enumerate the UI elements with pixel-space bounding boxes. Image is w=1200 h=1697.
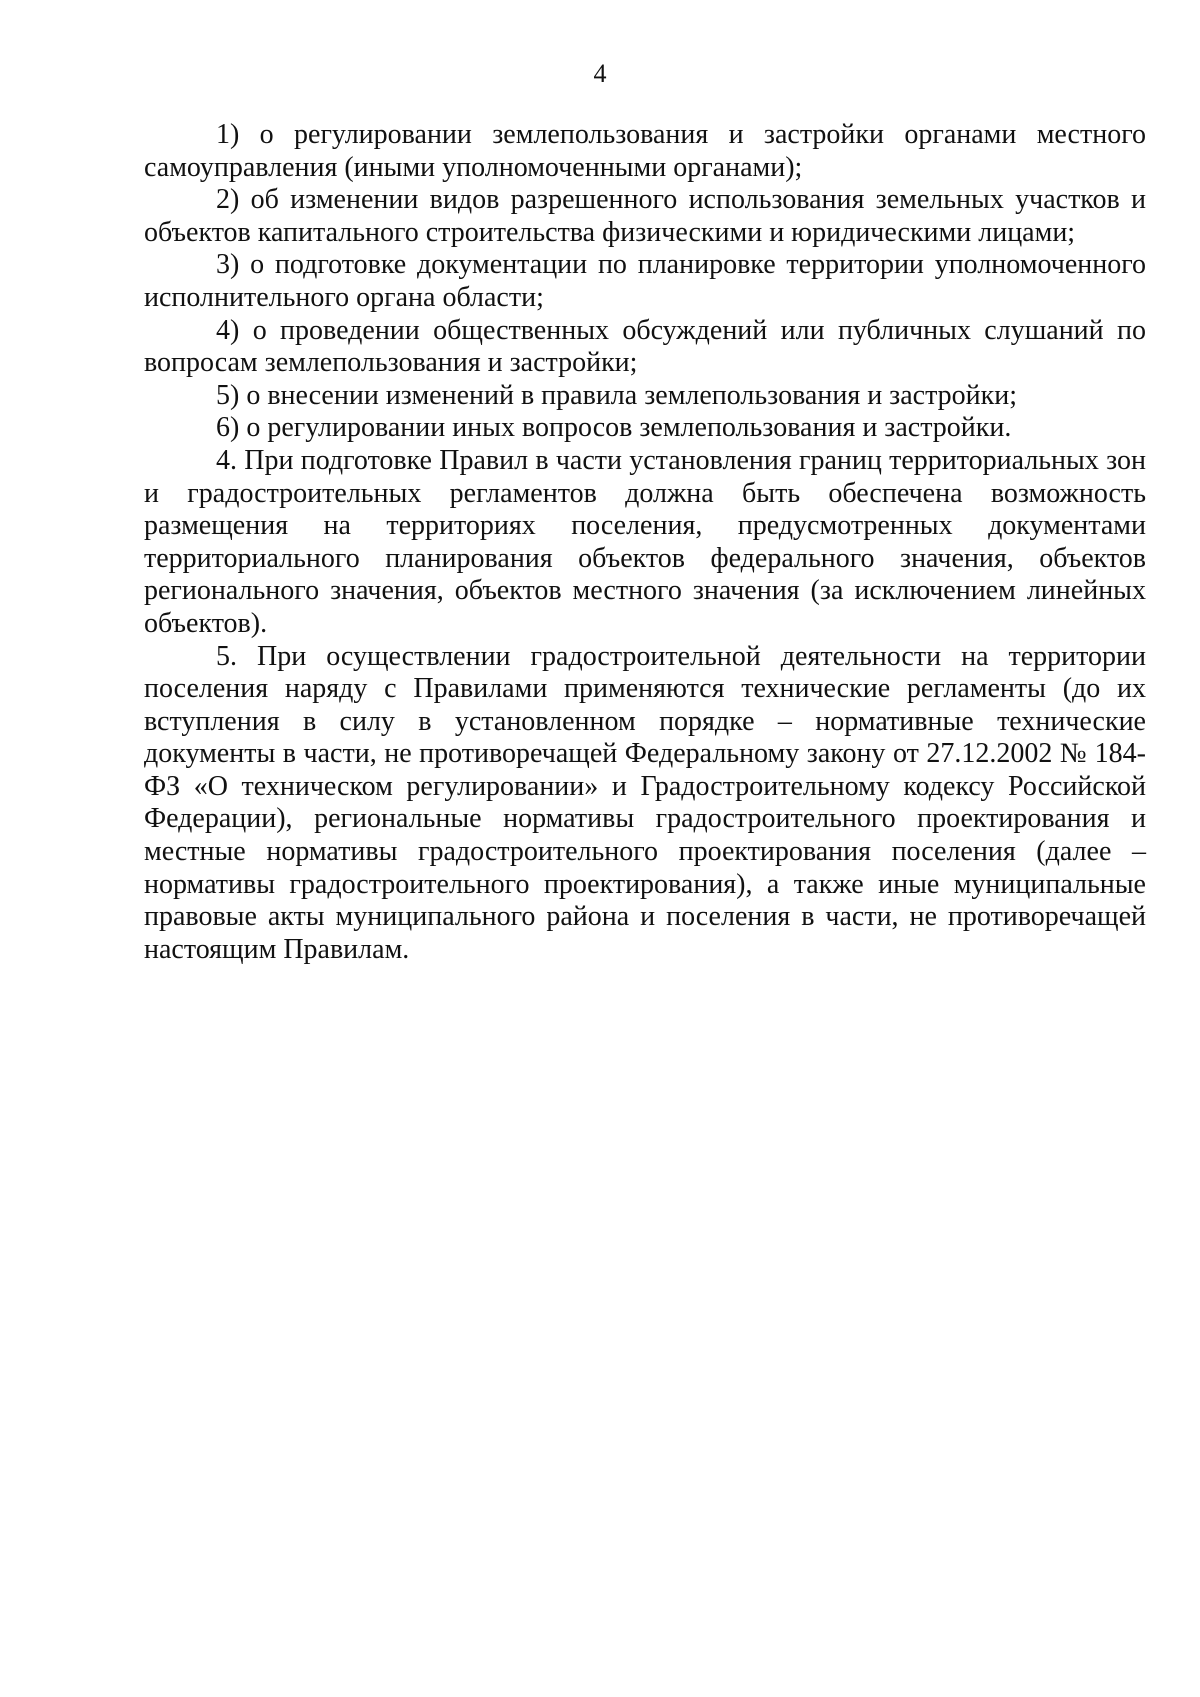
- list-item-planning-documentation: 3) о подготовке документации по планировке территории уполномоченного исполнительного органа области;: [144, 249, 1146, 313]
- clause-4-paragraph: 4. При подготовке Правил в части установления границ территориальных зон и градостроительных регламентов должна быть обеспечена возможность размещения на территориях поселения, предусмотренных документами территориального планирования объектов федерального значения, объектов регионального значения, объектов местного значения (за исключением линейных объектов).: [144, 444, 1146, 639]
- document-body: [144, 119, 1146, 966]
- list-item-public-hearings: 4) о проведении общественных обсуждений или публичных слушаний по вопросам землепользования и застройки;: [144, 314, 1146, 379]
- clause-5-paragraph: 5. При осуществлении градостроительной деятельности на территории поселения наряду с Правилами применяются технические регламенты (до их вступления в силу в установленном порядке – нормативные технические документы в части, не противоречащей Федеральному закону от 27.12.2002 № 184-ФЗ «О техническом регулировании» и Градостроительному кодексу Российской Федерации), региональные нормативы градостроительного проектирования и местные нормативы градостроительного проектирования поселения (далее – нормативы градостроительного проектирования), а также иные муниципальные правовые акты муниципального района и поселения в части, не противоречащей настоящим Правилам.: [144, 640, 1146, 965]
- page-number: 4: [593, 59, 607, 88]
- list-item-permitted-use-change: 2) об изменении видов разрешенного использования земельных участков и объектов капитального строительства физическими и юридическими лицами;: [144, 184, 1146, 248]
- list-item-amendments: 5) о внесении изменений в правила землепользования и застройки;: [216, 379, 1018, 411]
- list-item-regulation: 1) о регулировании землепользования и застройки органами местного самоуправления (иными уполномоченными органами);: [144, 119, 1146, 183]
- list-item-other-questions: 6) о регулировании иных вопросов землепользования и застройки.: [216, 412, 1012, 444]
